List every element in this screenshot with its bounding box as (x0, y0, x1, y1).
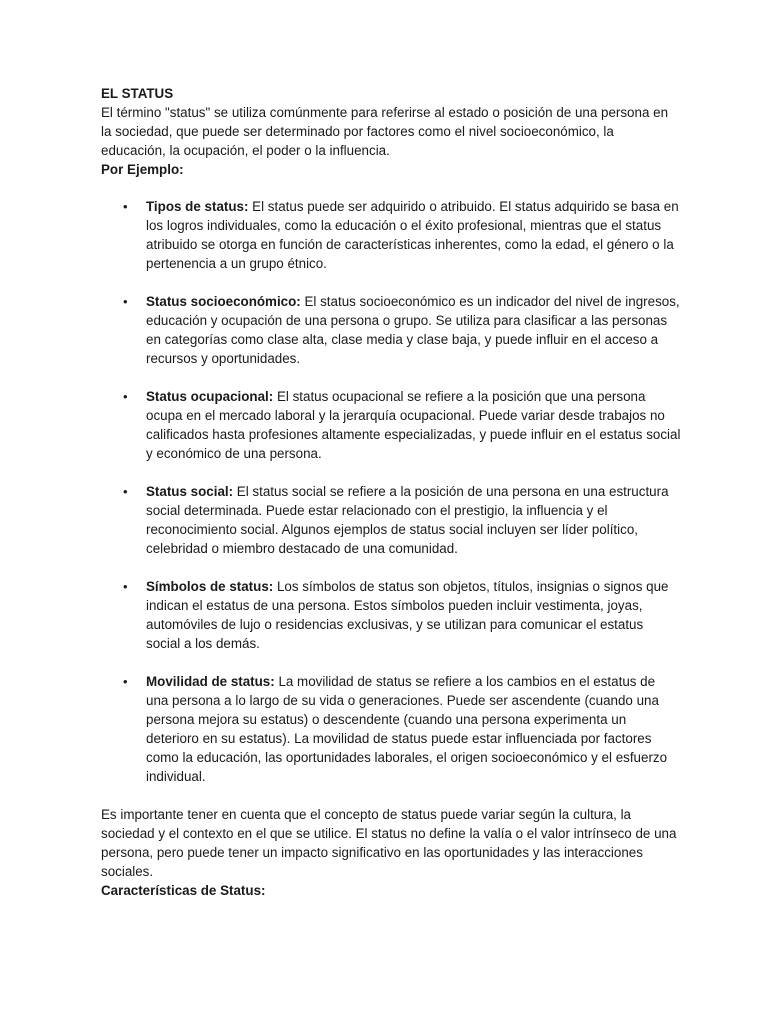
bullet-icon: • (123, 294, 128, 309)
characteristics-heading: Características de Status: (101, 883, 266, 898)
status-types-list (101, 197, 681, 786)
document-body (101, 84, 681, 900)
list-item-text: La movilidad de status se refiere a los cambios en el estatus de una persona a lo largo de su vida o generaciones. Puede ser ascendente (cuando una persona mejora su estatus) o descendente (cuando una persona experimenta un deterioro en su estatus). La movilidad de status puede estar influenciada por factores como la educación, las oportunidades laborales, el origen socioeconómico y el esfuerzo individual. (146, 674, 668, 784)
list-item-label: Status social: (146, 484, 234, 499)
bullet-icon: • (123, 389, 128, 404)
closing-paragraph: Es importante tener en cuenta que el concepto de status puede variar según la cultura, la sociedad y el contexto en el que se utilice. El status no define la valía o el valor intrínseco de una persona, pero puede tener un impacto significativo en las oportunidades y las interacciones sociales. (101, 807, 677, 879)
bullet-icon: • (123, 199, 128, 214)
list-item-text: El status puede ser adquirido o atribuido. El status adquirido se basa en los logros individuales, como la educación o el éxito profesional, mientras que el status atribuido se otorga en función de características inherentes, como la edad, el género o la pertenencia a un grupo étnico. (146, 199, 679, 271)
example-heading: Por Ejemplo: (101, 162, 184, 177)
list-item-label: Movilidad de status: (146, 674, 275, 689)
list-item-text: El status socioeconómico es un indicador del nivel de ingresos, educación y ocupación de una persona o grupo. Se utiliza para clasificar a las personas en categorías como clase alta, clase media y clase baja, y puede influir en el acceso a recursos y oportunidades. (146, 294, 680, 366)
list-item-label: Tipos de status: (146, 199, 249, 214)
list-item-label: Status socioeconómico: (146, 294, 301, 309)
list-item-simbolos (101, 577, 681, 653)
bullet-icon: • (123, 484, 128, 499)
list-item-text: Los símbolos de status son objetos, títulos, insignias o signos que indican el estatus de una persona. Estos símbolos pueden incluir vestimenta, joyas, automóviles de lujo o residencias exclusivas, y se utilizan para comunicar el estatus social a los demás. (146, 579, 669, 651)
list-item-label: Símbolos de status: (146, 579, 274, 594)
bullet-icon: • (123, 674, 128, 689)
list-item-movilidad (101, 672, 681, 786)
list-item-tipos (101, 197, 681, 273)
list-item-text: El status ocupacional se refiere a la posición que una persona ocupa en el mercado laboral y la jerarquía ocupacional. Puede variar desde trabajos no calificados hasta profesiones altamente especializadas, y puede influir en el estatus social y económico de una persona. (146, 389, 681, 461)
list-item-ocupacional (101, 387, 681, 463)
list-item-socioeconomico (101, 292, 681, 368)
bullet-icon: • (123, 579, 128, 594)
list-item-social (101, 482, 681, 558)
list-item-text: El status social se refiere a la posición de una persona en una estructura social determinada. Puede estar relacionado con el prestigio, la influencia y el reconocimiento social. Algunos ejemplos de status social incluyen ser líder político, celebridad o miembro destacado de una comunidad. (146, 484, 669, 556)
document-title: EL STATUS (101, 86, 174, 101)
intro-paragraph: El término "status" se utiliza comúnmente para referirse al estado o posición de una persona en la sociedad, que puede ser determinado por factores como el nivel socioeconómico, la educación, la ocupación, el poder o la influencia. (101, 105, 669, 158)
list-item-label: Status ocupacional: (146, 389, 274, 404)
